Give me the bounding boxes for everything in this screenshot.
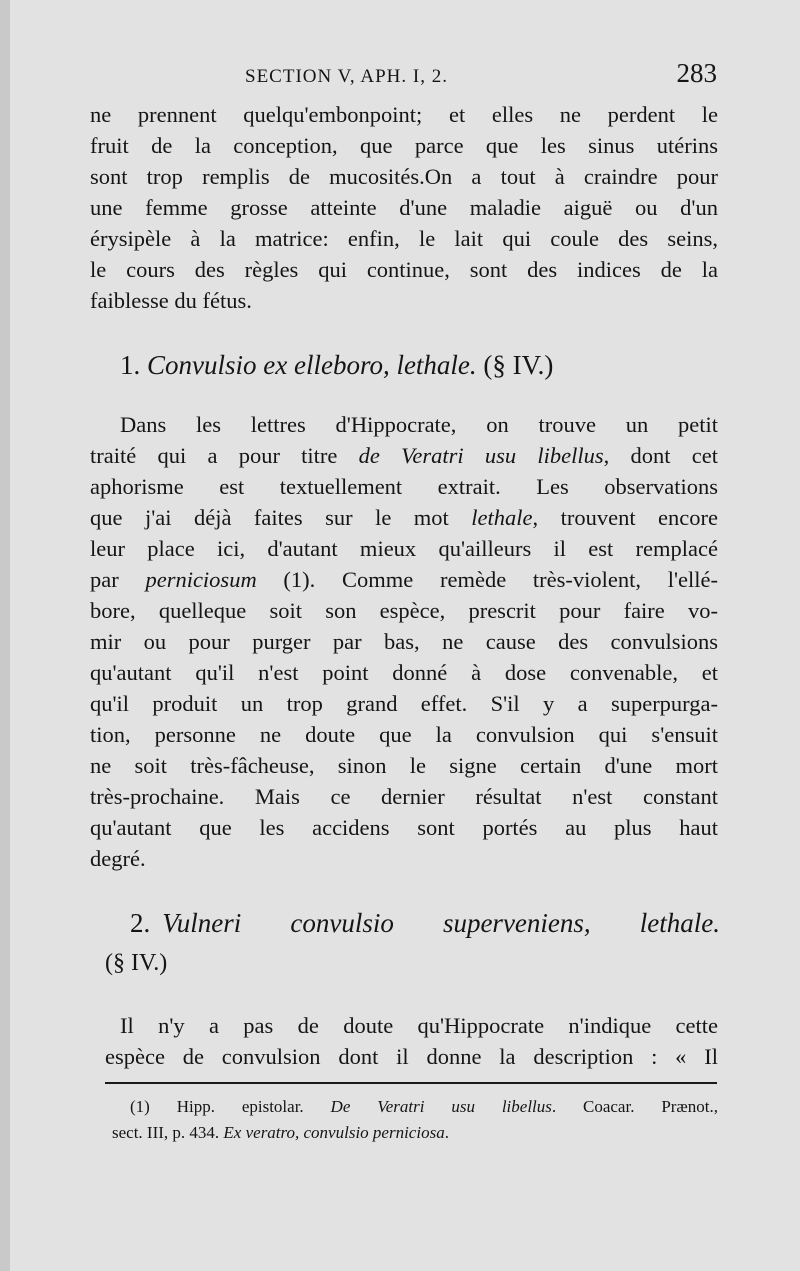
text-line: Dans les lettres d'Hippocrate, on trouve un petit <box>120 412 718 437</box>
latin-word: perniciosum <box>145 567 257 592</box>
footnote <box>112 1094 718 1146</box>
text-line: qu'autant que les accidens sont portés au plus haut <box>90 815 718 840</box>
text-line: leur place ici, d'autant mieux qu'ailleurs il est remplacé <box>90 536 718 561</box>
text-line: tion, personne ne doute que la convulsion qui s'ensuit <box>90 722 718 747</box>
section-reference: (§ IV.) <box>483 350 554 380</box>
aphorism-heading-2 <box>105 903 720 983</box>
running-title: SECTION V, APH. I, 2. <box>245 66 448 87</box>
text-line: traité qui a pour titre de Veratri usu libellus, dont cet <box>90 443 718 468</box>
text-line: par perniciosum (1). Comme remède très-violent, l'ellé- <box>90 567 718 592</box>
text-line: qu'autant qu'il n'est point donné à dose convenable, et <box>90 660 718 685</box>
text-line: que j'ai déjà faites sur le mot lethale, trouvent encore <box>90 505 719 530</box>
aphorism-number: 2. <box>130 908 151 938</box>
text-line: le cours des règles qui continue, sont des indices de la <box>90 257 718 282</box>
text-line: Il n'y a pas de doute qu'Hippocrate n'indique cette <box>120 1013 718 1038</box>
text-line: fruit de la conception, que parce que les sinus utérins <box>90 133 718 158</box>
aphorism-latin: Convulsio ex elleboro, lethale. <box>147 350 477 380</box>
page-edge <box>0 0 10 1271</box>
text-line: degré. <box>90 846 146 871</box>
text-line: sont trop remplis de mucosités.On a tout à craindre pour <box>90 164 718 189</box>
footnote-line: sect. III, p. 434. Ex veratro, convulsio perniciosa. <box>112 1123 449 1142</box>
footnote-rule <box>105 1082 717 1084</box>
commentary-paragraph-2 <box>90 1010 718 1072</box>
paragraph-continuation <box>90 99 718 316</box>
commentary-paragraph-1 <box>90 409 718 874</box>
text-line: mir ou pour purger par bas, ne cause des convulsions <box>90 629 718 654</box>
text-line: ne prennent quelqu'embonpoint; et elles ne perdent le <box>90 102 718 127</box>
page-header <box>245 58 717 94</box>
text-line: bore, quelleque soit son espèce, prescrit pour faire vo- <box>90 598 718 623</box>
text-line: très-prochaine. Mais ce dernier résultat n'est constant <box>90 784 718 809</box>
aphorism-heading-1 <box>120 345 720 385</box>
text-line: qu'il produit un trop grand effet. S'il y a superpurga- <box>90 691 718 716</box>
aphorism-number: 1. <box>120 350 141 380</box>
latin-title: de Veratri usu libellus <box>358 443 604 468</box>
text-line: aphorisme est textuellement extrait. Les observations <box>90 474 718 499</box>
text-line: une femme grosse atteinte d'une maladie aiguë ou d'un <box>90 195 718 220</box>
text-line: ne soit très-fâcheuse, sinon le signe certain d'une mort <box>90 753 718 778</box>
latin-word: lethale <box>471 505 533 530</box>
footnote-line: (1) Hipp. epistolar. De Veratri usu libellus. Coacar. Prænot., <box>130 1097 718 1116</box>
section-reference: (§ IV.) <box>105 950 168 976</box>
aphorism-latin: Vulneri convulsio superveniens, lethale. <box>162 908 720 938</box>
page-number: 283 <box>676 58 717 88</box>
text-line: faiblesse du fétus. <box>90 288 252 313</box>
text-line: érysipèle à la matrice: enfin, le lait qui coule des seins, <box>90 226 718 251</box>
text-line: espèce de convulsion dont il donne la description : « Il <box>105 1044 718 1069</box>
